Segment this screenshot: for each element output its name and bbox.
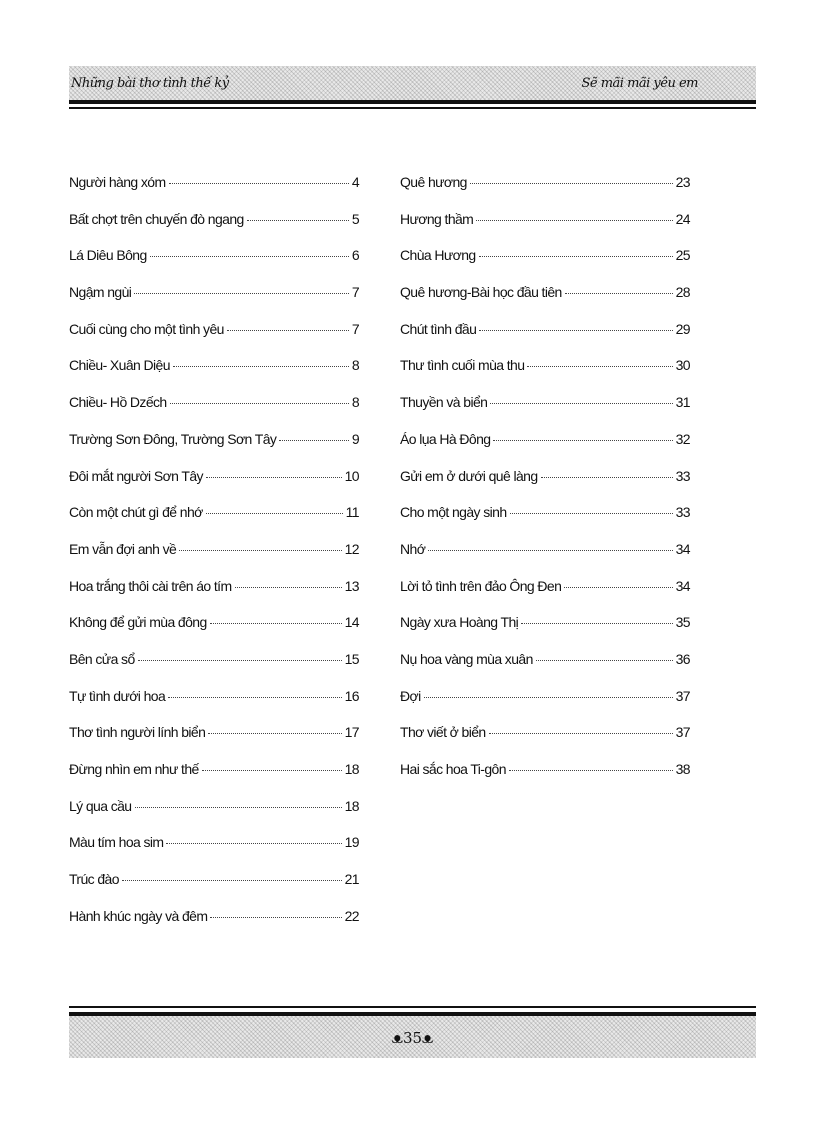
toc-entry-page: 38 [675, 761, 690, 777]
toc-entry-page: 21 [344, 871, 359, 888]
toc-dot-leader [247, 220, 349, 221]
toc-entry-page: 30 [675, 357, 690, 374]
toc-entry[interactable] [400, 247, 690, 284]
toc-entry-page: 32 [675, 430, 690, 447]
toc-entry[interactable] [69, 247, 359, 284]
toc-entry-title: Chiều- Xuân Diệu [69, 357, 170, 374]
toc-dot-leader [479, 330, 672, 331]
toc-entry[interactable] [69, 761, 359, 798]
toc-dot-leader [476, 220, 672, 221]
toc-entry[interactable] [400, 724, 690, 761]
toc-entry-title: Lý qua cầu [69, 797, 132, 814]
toc-dot-leader [510, 513, 673, 514]
toc-dot-leader [138, 660, 342, 661]
toc-entry[interactable] [400, 321, 690, 358]
toc-entry-title: Người hàng xóm [69, 174, 166, 190]
toc-dot-leader [227, 330, 349, 331]
toc-dot-leader [279, 440, 349, 441]
toc-entry-title: Màu tím hoa sim [69, 834, 164, 851]
toc-entry-page: 34 [675, 540, 690, 557]
toc-dot-leader [490, 403, 672, 404]
toc-entry-page: 19 [344, 834, 359, 851]
toc-entry-page: 4 [351, 174, 359, 190]
toc-entry[interactable] [69, 614, 359, 651]
toc-dot-leader [206, 513, 343, 514]
toc-entry[interactable] [400, 578, 690, 615]
toc-dot-leader [479, 256, 673, 257]
toc-entry-title: Ngày xưa Hoàng Thị [400, 614, 519, 631]
toc-entry-page: 36 [675, 650, 690, 667]
toc-entry[interactable] [400, 688, 690, 725]
toc-dot-leader [235, 587, 342, 588]
toc-entry[interactable] [400, 174, 690, 211]
toc-entry-page: 5 [351, 210, 359, 227]
toc-entry-page: 29 [675, 320, 690, 337]
toc-entry[interactable] [69, 504, 359, 541]
toc-dot-leader [135, 807, 342, 808]
toc-entry-title: Trúc đào [69, 871, 119, 888]
toc-entry-page: 8 [351, 357, 359, 374]
toc-entry-title: Hành khúc ngày và đêm [69, 907, 208, 924]
toc-entry[interactable] [69, 908, 359, 945]
toc-dot-leader [527, 366, 672, 367]
toc-entry[interactable] [69, 688, 359, 725]
toc-entry-title: Tự tình dưới hoa [69, 687, 166, 704]
toc-entry[interactable] [69, 871, 359, 908]
toc-entry[interactable] [69, 541, 359, 578]
toc-entry-title: Gửi em ở dưới quê làng [400, 467, 538, 484]
toc-entry-title: Quê hương [400, 174, 467, 190]
toc-dot-leader [541, 477, 673, 478]
toc-dot-leader [210, 917, 341, 918]
toc-entry-title: Lời tỏ tình trên đảo Ông Đen [400, 577, 562, 594]
footer-band [69, 1012, 756, 1058]
toc-dot-leader [428, 550, 672, 551]
toc-entry[interactable] [69, 357, 359, 394]
toc-entry-page: 33 [675, 504, 690, 521]
toc-entry-title: Nhớ [400, 540, 426, 557]
toc-dot-leader [489, 733, 673, 734]
toc-dot-leader [208, 733, 341, 734]
toc-dot-leader [206, 477, 342, 478]
toc-entry[interactable] [69, 321, 359, 358]
toc-dot-leader [493, 440, 672, 441]
toc-right-column [400, 174, 690, 798]
toc-entry-page: 12 [344, 540, 359, 557]
header-band [69, 66, 756, 104]
toc-entry-title: Hai sắc hoa Ti-gôn [400, 761, 506, 777]
toc-entry-title: Quê hương-Bài học đầu tiên [400, 284, 562, 301]
toc-dot-leader [166, 843, 341, 844]
toc-entry[interactable] [69, 578, 359, 615]
toc-dot-leader [202, 770, 342, 771]
toc-entry-title: Không để gửi mùa đông [69, 614, 207, 631]
toc-entry[interactable] [400, 614, 690, 651]
toc-dot-leader [210, 623, 342, 624]
toc-entry-title: Ngậm ngùi [69, 284, 132, 301]
toc-entry[interactable] [69, 284, 359, 321]
toc-entry-page: 18 [344, 797, 359, 814]
toc-entry-title: Còn một chút gì để nhớ [69, 504, 203, 521]
toc-entry-page: 22 [344, 907, 359, 924]
toc-dot-leader [150, 256, 349, 257]
toc-entry[interactable] [400, 504, 690, 541]
toc-entry-title: Cuối cùng cho một tình yêu [69, 320, 224, 337]
toc-entry-page: 34 [675, 577, 690, 594]
toc-entry-page: 37 [675, 724, 690, 741]
header-book-title: Những bài thơ tình thế kỷ [71, 76, 229, 91]
toc-dot-leader [170, 403, 349, 404]
toc-entry-title: Thơ viết ở biển [400, 724, 486, 741]
toc-entry-page: 7 [351, 284, 359, 301]
toc-entry-page: 25 [675, 247, 690, 264]
toc-entry-page: 7 [351, 320, 359, 337]
toc-entry-page: 9 [351, 430, 359, 447]
toc-entry-page: 16 [344, 687, 359, 704]
toc-entry[interactable] [400, 651, 690, 688]
toc-entry-page: 17 [344, 724, 359, 741]
toc-entry-page: 11 [345, 504, 359, 521]
toc-dot-leader [173, 366, 349, 367]
toc-dot-leader [122, 880, 342, 881]
toc-entry-page: 18 [344, 761, 359, 777]
toc-entry[interactable] [69, 174, 359, 211]
toc-entry[interactable] [69, 724, 359, 761]
toc-entry[interactable] [69, 211, 359, 248]
toc-entry[interactable] [400, 394, 690, 431]
toc-entry-page: 28 [675, 284, 690, 301]
toc-entry-title: Chút tình đầu [400, 320, 477, 337]
toc-entry-title: Đôi mắt người Sơn Tây [69, 467, 203, 484]
toc-entry[interactable] [69, 431, 359, 468]
toc-entry-page: 14 [344, 614, 359, 631]
toc-entry[interactable] [69, 798, 359, 835]
toc-entry-title: Chiều- Hồ Dzếch [69, 394, 167, 411]
toc-entry-page: 10 [344, 467, 359, 484]
toc-left-column [69, 174, 359, 944]
toc-entry-title: Trường Sơn Đông, Trường Sơn Tây [69, 430, 277, 447]
toc-dot-leader [179, 550, 341, 551]
toc-entry-page: 8 [351, 394, 359, 411]
toc-dot-leader [470, 183, 673, 184]
toc-dot-leader [424, 697, 673, 698]
toc-entry-title: Thơ tình người lính biển [69, 724, 206, 741]
toc-entry-title: Lá Diêu Bông [69, 247, 147, 264]
toc-entry-page: 31 [675, 394, 690, 411]
toc-entry-title: Hoa trắng thôi cài trên áo tím [69, 577, 232, 594]
toc-entry-title: Thuyền và biển [400, 394, 488, 411]
toc-entry[interactable] [69, 468, 359, 505]
toc-entry-page: 33 [675, 467, 690, 484]
toc-dot-leader [168, 697, 341, 698]
toc-dot-leader [134, 293, 349, 294]
toc-entry[interactable] [400, 761, 690, 798]
toc-entry-page: 37 [675, 687, 690, 704]
toc-entry[interactable] [400, 284, 690, 321]
toc-entry[interactable] [69, 651, 359, 688]
toc-entry-page: 15 [344, 650, 359, 667]
toc-entry[interactable] [400, 357, 690, 394]
toc-entry-page: 6 [351, 247, 359, 264]
toc-entry-title: Nụ hoa vàng mùa xuân [400, 650, 533, 667]
toc-entry-title: Hương thầm [400, 210, 474, 227]
toc-entry-title: Thư tình cuối mùa thu [400, 357, 525, 374]
toc-entry[interactable] [69, 394, 359, 431]
toc-dot-leader [536, 660, 673, 661]
toc-entry[interactable] [400, 431, 690, 468]
page-number: ᴥ35ᴥ [391, 1029, 434, 1047]
toc-entry-title: Bên cửa sổ [69, 650, 135, 667]
toc-dot-leader [521, 623, 672, 624]
toc-entry-page: 23 [675, 174, 690, 190]
toc-entry[interactable] [69, 834, 359, 871]
toc-entry-title: Áo lụa Hà Đông [400, 430, 491, 447]
toc-dot-leader [169, 183, 349, 184]
toc-entry-title: Bất chợt trên chuyến đò ngang [69, 210, 244, 227]
toc-entry-title: Đừng nhìn em như thế [69, 761, 199, 777]
toc-entry-title: Em vẫn đợi anh về [69, 540, 177, 557]
toc-entry-page: 13 [344, 577, 359, 594]
toc-dot-leader [565, 293, 673, 294]
toc-dot-leader [509, 770, 673, 771]
toc-entry[interactable] [400, 541, 690, 578]
toc-entry-page: 24 [675, 210, 690, 227]
toc-entry[interactable] [400, 468, 690, 505]
toc-entry-page: 35 [675, 614, 690, 631]
header-section-title: Sẽ mãi mãi yêu em [581, 76, 698, 91]
toc-entry-title: Đợi [400, 687, 421, 704]
toc-entry-title: Chùa Hương [400, 247, 476, 264]
toc-entry-title: Cho một ngày sinh [400, 504, 507, 521]
toc-dot-leader [564, 587, 672, 588]
toc-entry[interactable] [400, 211, 690, 248]
